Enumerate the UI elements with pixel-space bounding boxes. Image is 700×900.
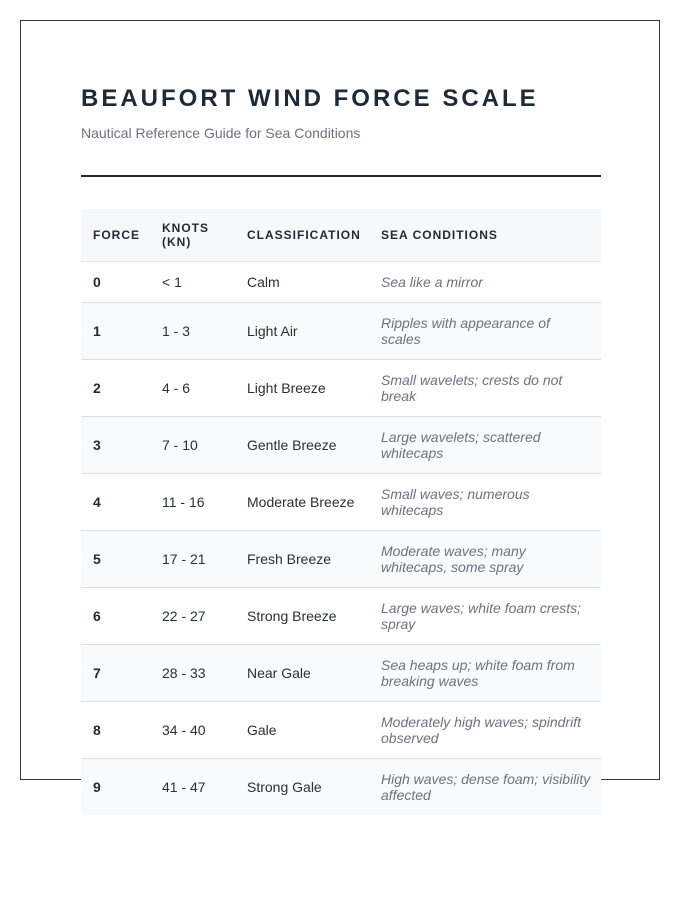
force-cell: 2 xyxy=(93,379,101,396)
force-cell: 7 xyxy=(93,664,101,681)
beaufort-table xyxy=(81,209,601,815)
table-row xyxy=(81,359,601,416)
force-cell: 0 xyxy=(93,273,101,290)
classification-cell: Light Breeze xyxy=(247,379,326,396)
force-cell: 6 xyxy=(93,607,101,624)
table-header-row xyxy=(81,209,601,261)
sea-conditions-cell: Moderately high waves; spindrift observed xyxy=(381,713,581,746)
page-subtitle: Nautical Reference Guide for Sea Conditions xyxy=(81,125,361,141)
table-row xyxy=(81,758,601,815)
sea-conditions-cell: Large wavelets; scattered whitecaps xyxy=(381,428,541,461)
classification-cell: Near Gale xyxy=(247,664,311,681)
force-cell: 3 xyxy=(93,436,101,453)
classification-cell: Moderate Breeze xyxy=(247,493,355,510)
sea-conditions-cell: Sea like a mirror xyxy=(381,273,483,290)
table-row xyxy=(81,587,601,644)
knots-cell: 17 - 21 xyxy=(162,550,206,567)
sea-conditions-cell: Small wavelets; crests do not break xyxy=(381,371,563,404)
table-row xyxy=(81,416,601,473)
knots-cell: 28 - 33 xyxy=(162,664,206,681)
table-row xyxy=(81,473,601,530)
knots-cell: 41 - 47 xyxy=(162,778,206,795)
classification-cell: Strong Gale xyxy=(247,778,322,795)
knots-cell: 4 - 6 xyxy=(162,379,191,396)
classification-cell: Gentle Breeze xyxy=(247,436,337,453)
column-header-sea-conditions: SEA CONDITIONS xyxy=(369,209,601,261)
classification-cell: Calm xyxy=(247,273,280,290)
knots-cell: 7 - 10 xyxy=(162,436,198,453)
knots-cell: 1 - 3 xyxy=(162,322,191,339)
column-header-force: FORCE xyxy=(81,209,150,261)
knots-cell: 22 - 27 xyxy=(162,607,206,624)
page-title: BEAUFORT WIND FORCE SCALE xyxy=(81,85,539,112)
sea-conditions-cell: Moderate waves; many whitecaps, some spray xyxy=(381,542,526,575)
force-cell: 1 xyxy=(93,322,101,339)
table-row xyxy=(81,701,601,758)
classification-cell: Gale xyxy=(247,721,277,738)
title-divider xyxy=(81,175,601,177)
sea-conditions-cell: Large waves; white foam crests; spray xyxy=(381,599,581,632)
table-row xyxy=(81,261,601,302)
classification-cell: Light Air xyxy=(247,322,298,339)
column-header-knots: KNOTS (KN) xyxy=(150,209,235,261)
knots-cell: 34 - 40 xyxy=(162,721,206,738)
table-row xyxy=(81,302,601,359)
force-cell: 8 xyxy=(93,721,101,738)
table-row xyxy=(81,644,601,701)
classification-cell: Strong Breeze xyxy=(247,607,337,624)
sea-conditions-cell: Sea heaps up; white foam from breaking waves xyxy=(381,656,575,689)
sea-conditions-cell: High waves; dense foam; visibility affected xyxy=(381,770,591,803)
sea-conditions-cell: Ripples with appearance of scales xyxy=(381,314,550,347)
document-content xyxy=(81,85,601,815)
table-row xyxy=(81,530,601,587)
force-cell: 9 xyxy=(93,778,101,795)
force-cell: 4 xyxy=(93,493,101,510)
knots-cell: 11 - 16 xyxy=(162,493,205,510)
sea-conditions-cell: Small waves; numerous whitecaps xyxy=(381,485,530,518)
column-header-classification: CLASSIFICATION xyxy=(235,209,369,261)
classification-cell: Fresh Breeze xyxy=(247,550,332,567)
force-cell: 5 xyxy=(93,550,101,567)
knots-cell: < 1 xyxy=(162,273,182,290)
